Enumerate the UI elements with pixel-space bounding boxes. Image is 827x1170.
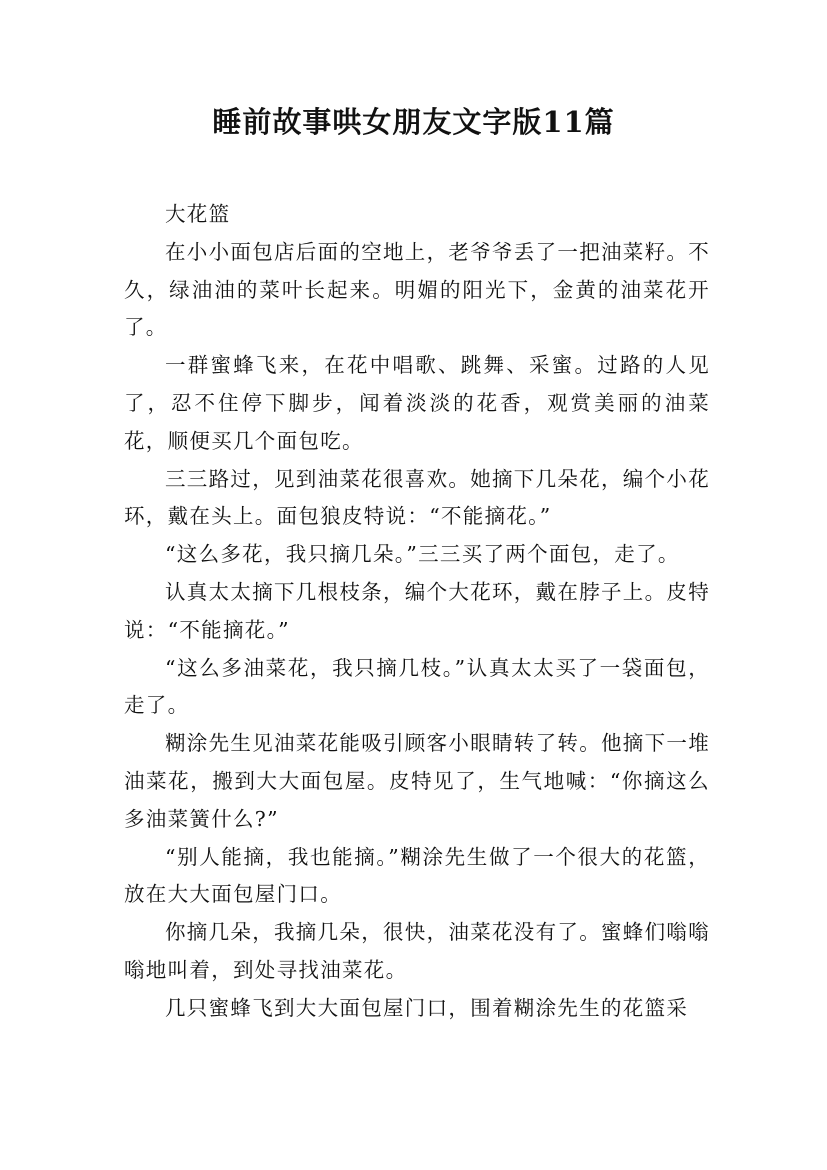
paragraph: 你摘几朵，我摘几朵，很快，油菜花没有了。蜜蜂们嗡嗡嗡地叫着，到处寻找油菜花。	[124, 920, 710, 982]
paragraph-heading: 大花篮	[165, 202, 231, 226]
paragraph: 认真太太摘下几根枝条，编个大花环，戴在脖子上。皮特说：“不能摘花。”	[124, 579, 710, 642]
paragraph: 几只蜜蜂飞到大大面包屋门口，围着糊涂先生的花篮采	[165, 995, 689, 1020]
paragraph: 糊涂先生见油菜花能吸引顾客小眼睛转了转。他摘下一堆油菜花，搬到大大面包屋。皮特见了，生气地喊：“你摘这么多油菜簧什么?”	[124, 731, 710, 831]
paragraph: 在小小面包店后面的空地上，老爷爷丢了一把油菜籽。不久，绿油油的菜叶长起来。明媚的阳光下，金黄的油菜花开了。	[124, 239, 710, 340]
paragraph: 一群蜜蜂飞来，在花中唱歌、跳舞、采蜜。过路的人见了，忍不住停下脚步，闻着淡淡的花香，观赏美丽的油菜花，顺便买几个面包吃。	[124, 353, 710, 453]
document-title: 睡前故事哄女朋友文字版11篇	[212, 105, 615, 139]
paragraph: 三三路过，见到油菜花很喜欢。她摘下几朵花，编个小花环，戴在头上。面包狼皮特说：“不能摘花。”	[124, 466, 710, 529]
paragraph: “别人能摘，我也能摘。”糊涂先生做了一个很大的花篮，放在大大面包屋门口。	[124, 844, 710, 907]
paragraph: “这么多油菜花，我只摘几枝。”认真太太买了一袋面包，走了。	[124, 655, 710, 718]
paragraph: “这么多花，我只摘几朵。”三三买了两个面包，走了。	[165, 542, 680, 567]
document-body	[124, 196, 710, 1028]
